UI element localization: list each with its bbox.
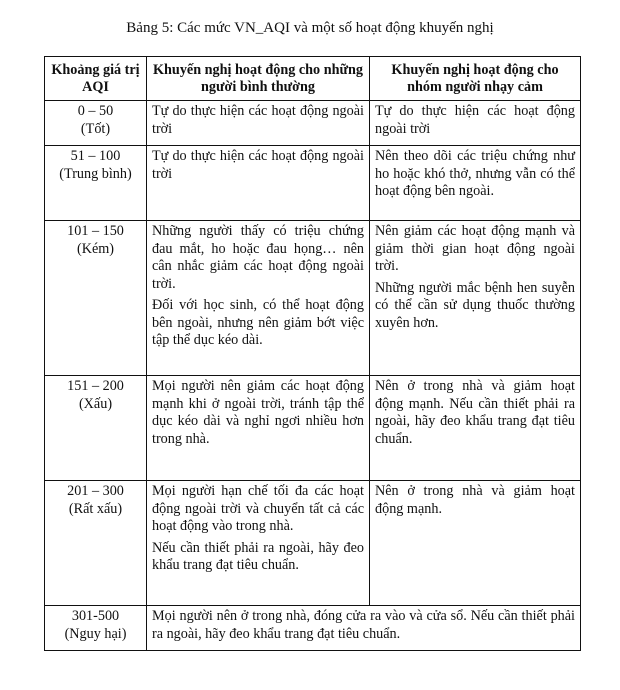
aqi-range-cell — [45, 221, 147, 376]
normal-recommendation-cell — [147, 376, 370, 481]
aqi-range-cell — [45, 101, 147, 146]
aqi-level-label: (Trung bình) — [59, 165, 132, 182]
aqi-level-label: (Nguy hại) — [64, 625, 127, 642]
sensitive-recommendation-text: Nên theo dõi các triệu chứng như ho hoặc khó thở, nhưng vẫn có thể hoạt động bên ngoài. — [375, 148, 575, 199]
normal-recommendation-text: Mọi người hạn chế tối đa các hoạt động ngoài trời và chuyển tất cả các hoạt động vào trong nhà. — [152, 483, 364, 534]
sensitive-recommendation-cell — [370, 481, 581, 606]
normal-recommendation-text: Nếu cần thiết phải ra ngoài, hãy đeo khẩu trang đạt tiêu chuẩn. — [152, 539, 364, 573]
normal-recommendation-text: Tự do thực hiện các hoạt động ngoài trời — [152, 148, 364, 182]
header-normal-recommendation: Khuyến nghị hoạt động cho những người bình thường — [147, 57, 370, 101]
aqi-range-value: 0 – 50 — [77, 103, 114, 119]
table-row — [45, 146, 581, 221]
normal-recommendation-text: Những người thấy có triệu chứng đau mắt, ho hoặc đau họng… nên cân nhắc giảm các hoạt động ngoài trời. — [152, 223, 364, 292]
sensitive-recommendation-text: Tự do thực hiện các hoạt động ngoài trời — [375, 103, 575, 137]
aqi-range-cell — [45, 146, 147, 221]
aqi-level-label: (Xấu) — [78, 395, 113, 412]
combined-recommendation-text: Mọi người nên ở trong nhà, đóng cửa ra vào và cửa sổ. Nếu cần thiết phải ra ngoài, hãy đeo khẩu trang đạt tiêu chuẩn. — [152, 608, 575, 642]
table-row — [45, 481, 581, 606]
normal-recommendation-text: Đối với học sinh, có thể hoạt động bên ngoài, nhưng nên giảm bớt việc tập thể dục kéo dài. — [152, 297, 364, 348]
sensitive-recommendation-text: Nên ở trong nhà và giảm hoạt động mạnh. Nếu cần thiết phải ra ngoài, hãy đeo khẩu trang đạt tiêu chuẩn. — [375, 378, 575, 447]
table-row — [45, 101, 581, 146]
header-sensitive-recommendation: Khuyến nghị hoạt động cho nhóm người nhạy cảm — [370, 57, 581, 101]
sensitive-recommendation-text: Nên ở trong nhà và giảm hoạt động mạnh. — [375, 483, 575, 517]
aqi-range-value: 51 – 100 — [70, 148, 121, 164]
aqi-range-cell — [45, 481, 147, 606]
aqi-level-label: (Kém) — [76, 240, 115, 257]
aqi-level-label: (Tốt) — [80, 120, 111, 137]
normal-recommendation-cell — [147, 481, 370, 606]
sensitive-recommendation-cell — [370, 101, 581, 146]
aqi-range-value: 301-500 — [71, 608, 120, 624]
aqi-table — [44, 56, 581, 651]
sensitive-recommendation-cell — [370, 376, 581, 481]
header-row — [45, 57, 581, 101]
normal-recommendation-cell — [147, 221, 370, 376]
aqi-range-value: 101 – 150 — [67, 223, 124, 239]
aqi-range-value: 201 – 300 — [67, 483, 124, 499]
normal-recommendation-cell — [147, 101, 370, 146]
normal-recommendation-text: Mọi người nên giảm các hoạt động mạnh khi ở ngoài trời, tránh tập thể dục kéo dài và nghỉ ngơi nhiều hơn trong nhà. — [152, 378, 364, 447]
aqi-range-value: 151 – 200 — [67, 378, 124, 394]
table-row — [45, 221, 581, 376]
table-caption: Bảng 5: Các mức VN_AQI và một số hoạt động khuyến nghị — [126, 20, 494, 36]
table-row — [45, 606, 581, 651]
aqi-range-cell — [45, 606, 147, 651]
normal-recommendation-text: Tự do thực hiện các hoạt động ngoài trời — [152, 103, 364, 137]
sensitive-recommendation-text: Nên giảm các hoạt động mạnh và giảm thời gian hoạt động ngoài trời. — [375, 223, 575, 274]
aqi-range-cell — [45, 376, 147, 481]
sensitive-recommendation-text: Những người mắc bệnh hen suyễn có thể cần sử dụng thuốc thường xuyên hơn. — [375, 279, 575, 331]
sensitive-recommendation-cell — [370, 146, 581, 221]
sensitive-recommendation-cell — [370, 221, 581, 376]
table-row — [45, 376, 581, 481]
combined-recommendation-cell — [147, 606, 581, 651]
aqi-level-label: (Rất xấu) — [68, 500, 123, 517]
normal-recommendation-cell — [147, 146, 370, 221]
header-aqi-range: Khoảng giá trị AQI — [45, 57, 147, 101]
